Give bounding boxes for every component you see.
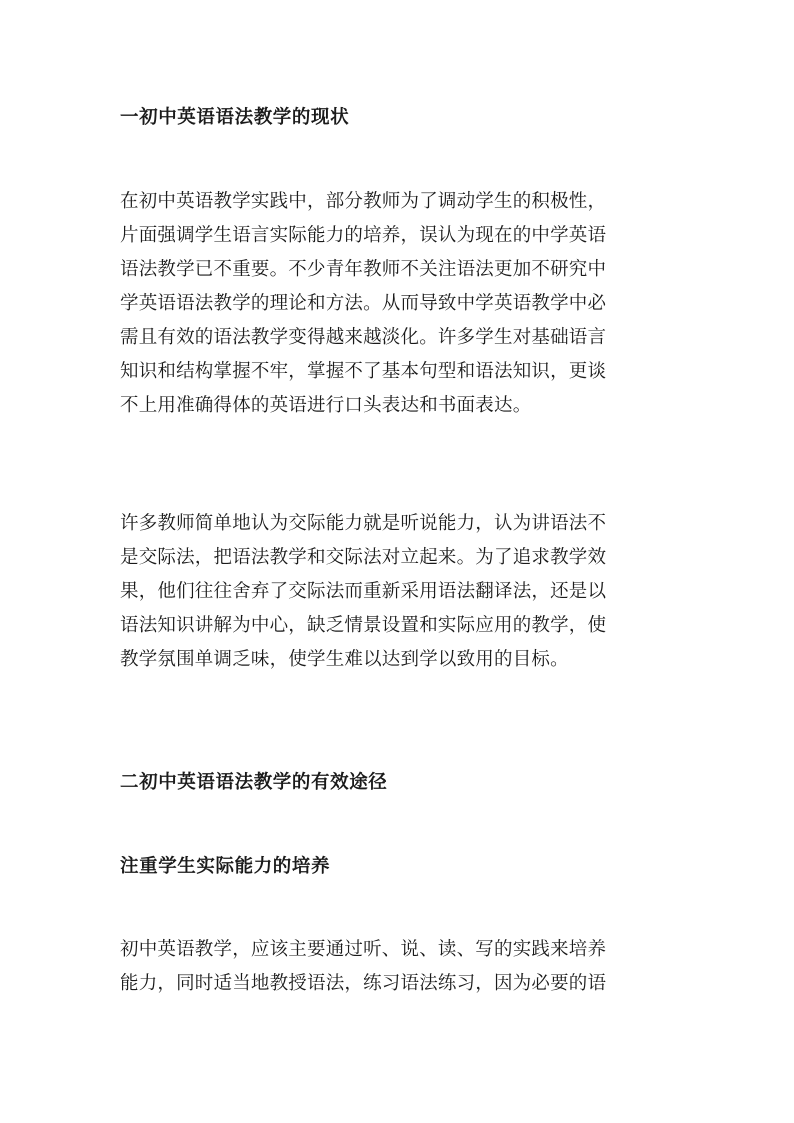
heading-text: 注重学生实际能力的培养 bbox=[120, 856, 331, 877]
paragraph-line: 能力，同时适当地教授语法，练习语法练习，因为必要的语 bbox=[120, 973, 607, 994]
paragraph-2 bbox=[120, 507, 685, 677]
paragraph-line: 语法知识讲解为中心，缺乏情景设置和实际应用的教学，使 bbox=[120, 615, 607, 636]
paragraph-line: 果，他们往往舍弃了交际法而重新采用语法翻译法，还是以 bbox=[120, 581, 607, 602]
section-heading-2 bbox=[120, 766, 685, 800]
subsection-heading bbox=[120, 850, 685, 884]
paragraph-line: 需且有效的语法教学变得越来越淡化。许多学生对基础语言 bbox=[120, 327, 607, 348]
paragraph-line: 知识和结构掌握不牢，掌握不了基本句型和语法知识，更谈 bbox=[120, 361, 607, 382]
paragraph-line: 是交际法，把语法教学和交际法对立起来。为了追求教学效 bbox=[120, 547, 607, 568]
heading-text: 二初中英语语法教学的有效途径 bbox=[120, 772, 388, 793]
paragraph-line: 许多教师简单地认为交际能力就是听说能力，认为讲语法不 bbox=[120, 513, 607, 534]
paragraph-line: 在初中英语教学实践中，部分教师为了调动学生的积极性， bbox=[120, 191, 607, 212]
paragraph-line: 教学氛围单调乏味，使学生难以达到学以致用的目标。 bbox=[120, 649, 569, 670]
paragraph-line: 不上用准确得体的英语进行口头表达和书面表达。 bbox=[120, 395, 532, 416]
paragraph-line: 语法教学已不重要。不少青年教师不关注语法更加不研究中 bbox=[120, 259, 607, 280]
paragraph-1 bbox=[120, 185, 685, 423]
paragraph-line: 初中英语教学，应该主要通过听、说、读、写的实践来培养 bbox=[120, 939, 607, 960]
section-heading-1 bbox=[120, 101, 685, 135]
paragraph-3 bbox=[120, 933, 685, 1001]
paragraph-line: 片面强调学生语言实际能力的培养，误认为现在的中学英语 bbox=[120, 225, 607, 246]
heading-text: 一初中英语语法教学的现状 bbox=[120, 107, 350, 128]
paragraph-line: 学英语语法教学的理论和方法。从而导致中学英语教学中必 bbox=[120, 293, 607, 314]
